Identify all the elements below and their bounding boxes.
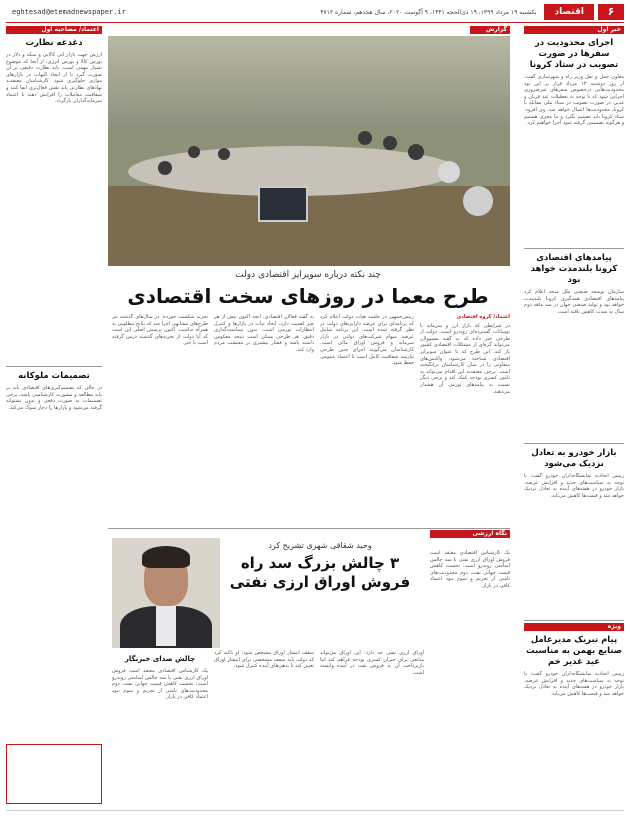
main-section-label: گزارش: [470, 26, 510, 34]
interview-body-c: سقف انتشار اوراق مشخص شود: او تاکید کرد که دولت باید سقف مشخصی برای انتشار اوراق تعیین کند تا بدهی‌های آینده کنترل شود.: [214, 650, 314, 670]
left-title2[interactable]: تصمیمات ملوکانه: [18, 371, 90, 381]
story-column-3: [214, 314, 314, 524]
masthead: [6, 4, 624, 20]
right-column-label: خبر اول: [524, 26, 624, 34]
header-rule: [6, 22, 624, 23]
main-byline: اعتماد/ گروه اقتصادی: [456, 314, 510, 320]
story-column-1: [420, 314, 510, 524]
main-body-b: رییس‌جمهور در جلسه هیات دولت اعلام کرد که برنامه‌ای برای عرضه دارایی‌های دولت در نظر گرفته شده است. این برنامه شامل عرضه سهام شرکت‌های دولتی در بازار سرمایه و فروش اوراق مالی است. کارشناسان می‌گویند اجرای چنین طرحی نیازمند شفافیت کامل است تا اعتماد عمومی حفظ شود.: [320, 314, 414, 367]
page-number: ۶: [598, 4, 624, 20]
right-story4-title[interactable]: پیام تبریک مدیرعامل صنایع بهمن به مناسبت عید غدیر خم: [526, 635, 622, 667]
right-story2-title[interactable]: پیامدهای اقتصادی کرونا بلندمدت خواهد بود: [530, 253, 618, 285]
divider: [524, 443, 624, 444]
left-text1: ارزش جهت بازار آتی کالایی و سکه و دلار در بورس کالا و بورس انرژی، از آنجا که موضوع بسیار مهمی است، باید نظارت دقیقی بر آن صورت گیرد تا از ایجاد التهاب در بازارهای موازی جلوگیری شود. کارشناسان معتقدند نهادهای نظارتی باید نقش فعال‌تری ایفا کنند و شفافیت معاملات را افزایش دهند تا اعتماد سرمایه‌گذاران بازگردد.: [6, 52, 102, 105]
interview-column-4: [112, 650, 208, 810]
main-headline[interactable]: طرح معما در روزهای سخت اقتصادی: [127, 284, 489, 308]
left-column-label: اعتماد/ مصاحبه اول: [6, 26, 102, 34]
right-box-label: ویژه: [524, 623, 624, 631]
right-bottom-box: [524, 620, 624, 800]
divider: [6, 366, 102, 367]
right-story2-text: سازمان توسعه صنعتی ملل متحد اعلام کرد پیامدهای اقتصادی همه‌گیری کرونا بلندمدت خواهد بود و تولید صنعتی جهان در سه ماهه دوم سال به شدت کاهش یافته است.: [524, 289, 624, 315]
main-label-bar: [108, 26, 510, 34]
right-story3-text: رییس اتحادیه نمایشگاه‌داران خودرو گفت: با توجه به سیاست‌های جدید و افزایش عرضه، بازار خودرو در هفته‌های آینده به تعادل نزدیک خواهد شد و قیمت‌ها کاهش می‌یابد.: [524, 473, 624, 499]
interview-caption: چالش صدای خبرنگار: [124, 655, 196, 663]
divider: [524, 248, 624, 249]
interview-label: نگاه ارزشی: [430, 530, 510, 538]
left-text2: در حالی که تصمیم‌گیری‌های اقتصادی باید بر پایه مطالعه و مشورت کارشناسی باشد، برخی تصمیمات به صورت دفعی و بدون پشتوانه گرفته می‌شود و بازارها را دچار شوک می‌کند.: [6, 385, 102, 411]
logo-stamp: [6, 744, 102, 804]
website-link[interactable]: eghtesad@etemadnewspaper.ir: [12, 8, 126, 16]
footer-rule: [6, 810, 624, 811]
main-body-a: در شرایطی که بازار ارز و سرمایه با نوسانات گسترده‌ای روبه‌رو است، دولت از طرحی خبر داده که به گفته مسوولان می‌تواند گره‌ای از مشکلات اقتصادی کشور باز کند. این طرح که با عنوان سوپرایز اقتصادی شناخته می‌شود، واکنش‌های متفاوتی را در میان کارشناسان برانگیخته است. برخی معتقدند این اقدام می‌تواند به تامین کسری بودجه کمک کند و برخی دیگر نسبت به پیامدهای تورمی آن هشدار می‌دهند.: [420, 322, 510, 395]
left-title1[interactable]: دغدغه نظارت: [25, 38, 83, 48]
cabinet-meeting-photo: [108, 36, 510, 266]
right-story4-text: رییس اتحادیه نمایشگاه‌داران خودرو گفت: با توجه به سیاست‌های جدید و افزایش عرضه، بازار خودرو در هفته‌های آینده به تعادل نزدیک خواهد شد و قیمت‌ها کاهش می‌یابد.: [524, 671, 624, 697]
interview-kicker: وحید شقاقی شهری تشریح کرد: [268, 541, 372, 550]
interview-column-3: [214, 650, 314, 810]
story-column-2: [320, 314, 414, 524]
story-column-4: [112, 314, 208, 524]
mid-divider: [108, 528, 510, 529]
headline-kicker: چند نکته درباره سوپرایز اقتصادی دولت: [235, 270, 381, 280]
interviewee-portrait: [112, 538, 220, 648]
interview-body-a-cont: یک کارشناس اقتصادی معتقد است فروش اوراق ارزی نفتی با سه چالش اساسی روبه‌رو است: نخست کاهش قیمت جهانی نفت، دوم محدودیت‌های ناشی از تحریم و سوم نبود اعتماد کافی در بازار.: [112, 668, 208, 701]
interview-column-1: [430, 540, 510, 810]
right-story3-title[interactable]: بازار خودرو به تعادل نزدیک می‌شود: [531, 448, 617, 469]
interview-column-2: [320, 650, 424, 810]
right-story1-text: معاون حمل و نقل وزیر راه و شهرسازی گفت: از روز دوشنبه ۱۳ مرداد قرار بر این بود محدودیت‌هایی درخصوص سفرهای غیرضروری اجرایی شود که با توجه به تعطیلات عید قربان و غدیر، در صورت تصویب در ستاد ملی مقابله با کرونا، محدودیت‌ها اعمال خواهد شد. وی افزود: ستاد کرونا باید تصمیم بگیرد و ما مجری هستیم و هرگونه تصمیمی گرفته شود اجرا خواهیم کرد.: [524, 74, 624, 127]
interview-label-wrap: [430, 530, 510, 538]
right-column: [524, 26, 624, 616]
main-body-d: تجربه شکست خورده: در سال‌های گذشته نیز طرح‌های مشابهی اجرا شد که نتایج مطلوبی به همراه نداشت. اکنون پرسش اصلی این است که آیا دولت از تجربه‌های گذشته درس گرفته است یا خیر.: [112, 314, 208, 347]
interview-body-a: یک کارشناس اقتصادی معتقد است فروش اوراق ارزی نفتی با سه چالش اساسی روبه‌رو است: نخست کاهش قیمت جهانی نفت، دوم محدودیت‌های ناشی از تحریم و سوم نبود اعتماد کافی در بازار.: [430, 550, 510, 589]
main-body-c: به گفته فعالان اقتصادی، آنچه اکنون بیش از هر چیز اهمیت دارد، ایجاد ثبات در بازارها و کنترل انتظارات تورمی است. بدون سیاست‌گذاری دقیق، هر طرحی ممکن است نتیجه معکوس داشته باشد و فشار بیشتری بر معیشت مردم وارد کند.: [214, 314, 314, 353]
section-tab[interactable]: اقتصاد: [544, 4, 594, 20]
interview-headline[interactable]: ۳ چالش بزرگ سد راه فروش اوراق ارزی نفتی: [229, 554, 411, 591]
left-column: [6, 26, 102, 736]
right-story1-title[interactable]: اجرای محدودیت در سفرها در صورت تصویب در ستاد کرونا: [529, 38, 619, 70]
date-line: یکشنبه ۱۹ مرداد ۱۳۹۹، ۱۹ ذی‌الحجه ۱۴۴۱، ۹ آگوست ۲۰۲۰، سال هجدهم، شماره ۴۷۱۳: [320, 8, 537, 16]
interview-body-b: اوراق ارزی نفتی چه دارد: این اوراق می‌تواند منابعی برای جبران کسری بودجه فراهم کند اما بازپرداخت آن به فروش نفت در آینده وابسته است.: [320, 650, 424, 676]
